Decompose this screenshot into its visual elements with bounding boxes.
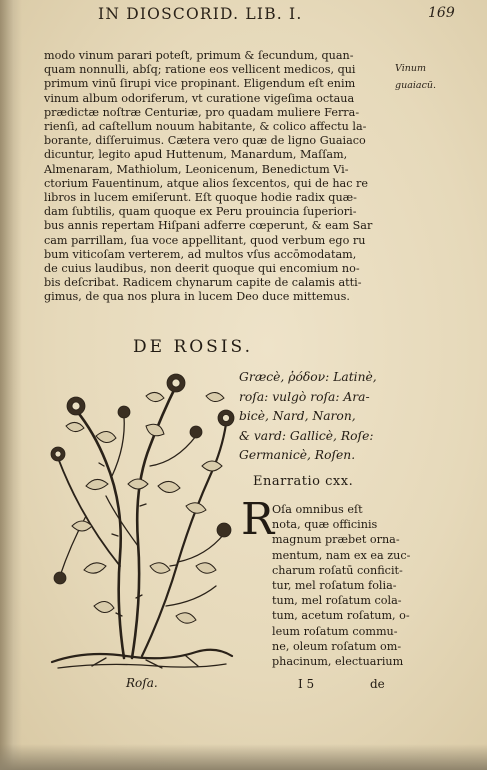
entry-text [272, 502, 411, 669]
body-text [44, 49, 382, 305]
entry-line: magnum præbet orna- [272, 533, 400, 547]
entry-line: phacinum, electuarium [272, 655, 404, 669]
page-gutter-shadow [0, 0, 22, 770]
synonym-line: Germanicè, Roſen. [239, 448, 356, 462]
entry-line: Oſa omnibus eſt [272, 503, 363, 516]
text-line: bum viticoſam verterem, ad multos vſus accōmodatam, [44, 247, 357, 261]
synonyms-block [239, 368, 377, 466]
margin-note-line: guaiacū. [395, 80, 437, 91]
text-line: prædictæ noſtræ Centuriæ, pro quadam muliere Ferra- [44, 105, 360, 119]
entry-line: tum, mel roſatum cola- [272, 594, 402, 608]
synonym-line: Græcè, ῥόδον: Latinè, [239, 370, 377, 384]
text-line: de cuius laudibus, non deerit quoque qui encomium no- [44, 262, 360, 276]
synonym-line: & vard: Gallicè, Roſe: [239, 428, 374, 443]
synonym-line: roſa: vulgò roſa: Ara- [239, 389, 370, 404]
synonym-line: bicè, Nard, Naron, [239, 409, 356, 423]
entry-line: tur, mel roſatum folia- [272, 579, 397, 593]
margin-note-line: Vinum [395, 63, 426, 74]
entry-line: mentum, nam ex ea zuc- [272, 548, 411, 562]
text-line: modo vinum parari poteſt, primum & ſecundum, quan- [44, 49, 354, 62]
plant-caption: Roſa. [126, 676, 158, 690]
text-line: cam parrillam, ſua voce appellitant, quod verbum ego ru [44, 233, 366, 247]
text-line: primum vinū ſirupi vice propinant. Eligendum eſt enim [44, 77, 356, 91]
text-line: quam nonnulli, abſq; ratione eos vellicent medicos, qui [44, 63, 356, 77]
entry-line: ne, oleum roſatum om- [272, 639, 402, 653]
text-line: bis deſcribat. Radicem chynarum capite de calamis atti- [44, 276, 362, 290]
catchword: de [370, 677, 385, 691]
drop-cap: R [241, 494, 275, 545]
entry-line: tum, acetum roſatum, o- [272, 609, 410, 623]
entry-line: charum roſatū conficit- [272, 563, 403, 577]
page-bottom-edge [0, 744, 487, 770]
text-line: ctorium Fauentinum, atque alios ſexcentos, qui de hac re [44, 176, 369, 190]
text-line: Almenaram, Mathiolum, Leonicenum, Benedictum Vi- [44, 162, 349, 176]
section-heading: DE ROSIS. [133, 337, 253, 357]
text-line: vinum album odoriferum, vt curatione vigeſima octaua [44, 91, 355, 105]
margin-note [395, 60, 436, 94]
text-line: rienſi, ad caſtellum nouum habitante, & colico affectu la- [44, 120, 367, 134]
page-number: 169 [428, 5, 455, 21]
text-line: dam ſubtilis, quam quoque ex Peru prouincia ſuperiori- [44, 205, 357, 219]
rose-plant-woodcut [46, 366, 238, 678]
enarratio-heading: Enarratio cxx. [253, 474, 354, 489]
text-line: libros in lucem emiſerunt. Eſt quoque hodie radix quæ- [44, 191, 357, 205]
signature-mark: I 5 [298, 677, 315, 691]
entry-line: leum roſatum commu- [272, 624, 398, 638]
text-line: dicuntur, legito apud Huttenum, Manardum, Maſſam, [44, 148, 348, 162]
text-line: bus annis repertam Hiſpani adferre cœperunt, & eam Sar [44, 219, 373, 233]
entry-line: nota, quæ officinis [272, 518, 378, 532]
text-line: gimus, de qua nos plura in lucem Deo duce mittemus. [44, 290, 350, 304]
text-line: borante, diſſeruimus. Cætera vero quæ de ligno Guaiaco [44, 134, 366, 148]
running-head: IN DIOSCORID. LIB. I. [98, 5, 303, 23]
